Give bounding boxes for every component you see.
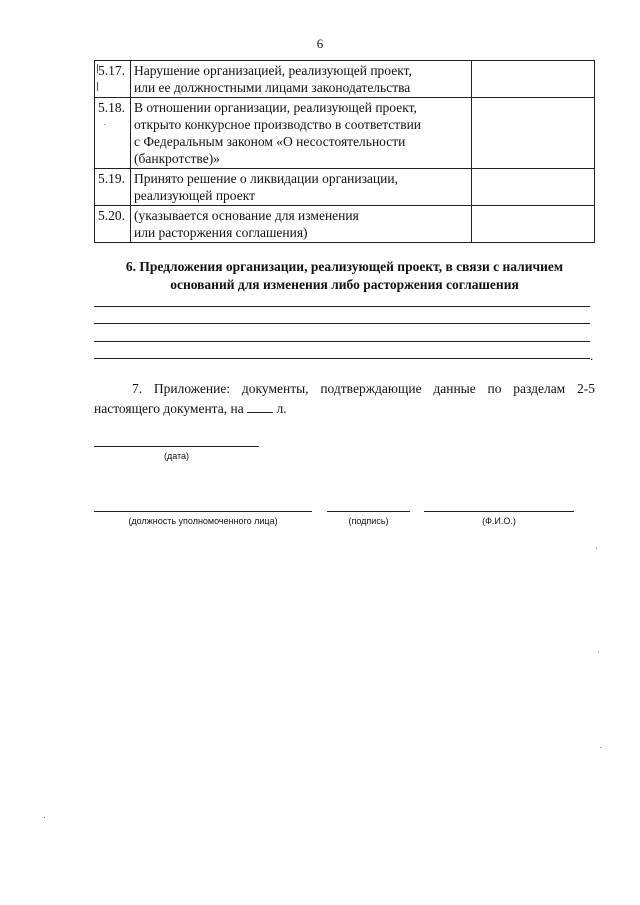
row-value-cell xyxy=(472,61,595,98)
appendix-line-2-start: настоящего документа, на xyxy=(94,401,244,416)
row-value-cell xyxy=(472,98,595,169)
row-number: 5.18. xyxy=(95,98,131,169)
row-number: 5.19. xyxy=(95,169,131,206)
table-row xyxy=(95,169,595,206)
end-mark: . xyxy=(590,348,594,363)
full-name-line[interactable] xyxy=(424,511,574,512)
table-row xyxy=(95,61,595,98)
row-text xyxy=(130,169,471,206)
position-caption: (должность уполномоченного лица) xyxy=(128,516,278,526)
appendix-line-2-end: л. xyxy=(276,401,287,416)
row-text xyxy=(130,206,471,243)
signature-caption: (подпись) xyxy=(348,516,389,526)
margin-mark xyxy=(97,64,98,73)
conditions-table xyxy=(94,60,595,243)
date-line[interactable] xyxy=(94,446,259,447)
section-6-title-line: 6. Предложения организации, реализующей проект, в связи с наличием xyxy=(125,259,564,274)
row-text-line: Принято решение о ликвидации организации, xyxy=(133,171,398,186)
margin-mark xyxy=(97,82,98,91)
row-value-cell xyxy=(472,206,595,243)
appendix-line-1: 7. Приложение: документы, подтверждающие данные по разделам 2-5 xyxy=(132,381,595,396)
date-caption: (дата) xyxy=(163,451,190,461)
row-value-cell xyxy=(472,169,595,206)
table-row xyxy=(95,206,595,243)
scan-speck xyxy=(104,124,105,125)
table-row xyxy=(95,98,595,169)
row-text-line: с Федеральным законом «О несостоятельности xyxy=(133,134,406,149)
row-text xyxy=(130,98,471,169)
row-text-line: Нарушение организацией, реализующей проект, xyxy=(133,63,412,78)
scan-speck xyxy=(596,548,597,549)
full-name-caption: (Ф.И.О.) xyxy=(482,516,516,526)
fill-in-line[interactable] xyxy=(94,358,590,359)
row-number: 5.20. xyxy=(95,206,131,243)
signature-line[interactable] xyxy=(327,511,410,512)
section-6-title xyxy=(94,258,595,294)
position-line[interactable] xyxy=(94,511,312,512)
fill-in-line[interactable] xyxy=(94,341,590,342)
row-text-line: (банкротстве)» xyxy=(133,151,220,166)
page-number: 6 xyxy=(316,36,324,51)
page-count-blank[interactable] xyxy=(247,400,273,413)
row-text xyxy=(130,61,471,98)
scan-speck xyxy=(44,817,45,818)
section-6-title-line: оснований для изменения либо расторжения соглашения xyxy=(170,277,519,292)
row-text-line: открыто конкурсное производство в соответствии xyxy=(133,117,422,132)
row-number: 5.17. xyxy=(95,61,131,98)
row-text-line: (указывается основание для изменения xyxy=(133,208,359,223)
row-text-line: или ее должностными лицами законодательства xyxy=(133,80,411,95)
fill-in-line[interactable] xyxy=(94,323,590,324)
appendix-paragraph xyxy=(94,379,595,419)
scan-speck xyxy=(598,652,599,653)
scan-speck xyxy=(600,747,601,748)
fill-in-line[interactable] xyxy=(94,306,590,307)
row-text-line: или расторжения соглашения) xyxy=(133,225,308,240)
row-text-line: В отношении организации, реализующей проект, xyxy=(133,100,417,115)
row-text-line: реализующей проект xyxy=(133,188,255,203)
